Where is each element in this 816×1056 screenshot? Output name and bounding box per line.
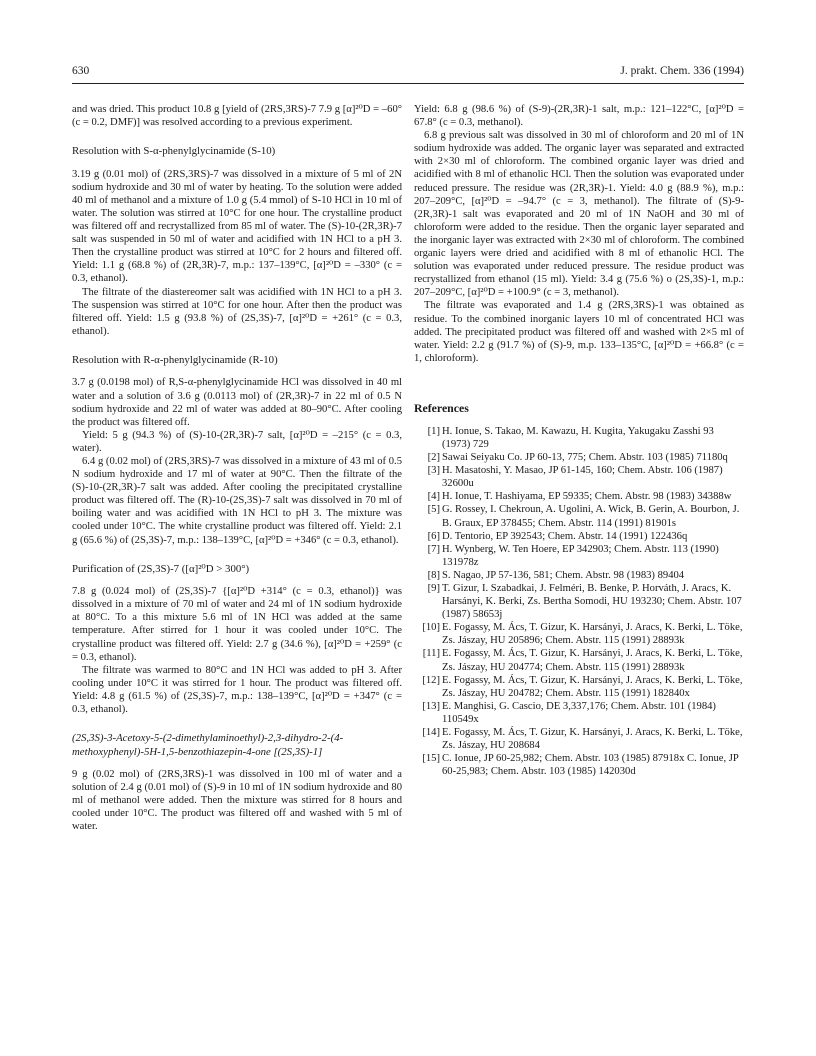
paragraph: The filtrate was warmed to 80°C and 1N HCl was added to pH 3. After cooling under 10°C it was stirred for 1 hour. The product was filtered off. Yield: 4.8 g (61.5 %) of (2S,3S)-7, m.p.: 138–139°C, [α]²⁰D = +347° (c = 0.3, ethanol). — [72, 664, 402, 715]
reference-item — [414, 700, 744, 726]
page-number: 630 — [72, 65, 90, 77]
paragraph: 3.7 g (0.0198 mol) of R,S-α-phenylglycinamide HCl was dissolved in 40 ml water and a solution of 3.6 g (0.0113 mol) of (2R,3R)-7 in 22 ml of 0.5 N sodium hydroxide and 22 ml of water was added at 80–90°C. After cooling the product was filtered off. — [72, 377, 402, 428]
reference-number: [3] — [427, 465, 440, 477]
reference-text: T. Gizur, I. Szabadkai, J. Felméri, B. Benke, P. Horváth, J. Aracs, K. Harsányi, K. Berki, Zs. Bertha Somodi, HU 193230; Chem. Abstr. 107 (1987) 58653j — [442, 583, 742, 621]
reference-text: E. Fogassy, M. Ács, T. Gizur, K. Harsányi, J. Aracs, K. Berki, L. Töke, Zs. Jászay, HU 204782; Chem. Abstr. 115 (1991) 182840x — [442, 674, 743, 699]
reference-text: E. Fogassy, M. Ács, T. Gizur, K. Harsányi, J. Aracs, K. Berki, L. Töke, Zs. Jászay, HU 204774; Chem. Abstr. 115 (1991) 28893k — [442, 648, 743, 673]
reference-text: E. Manghisi, G. Cascio, DE 3,337,176; Chem. Abstr. 101 (1984) 110549x — [442, 700, 716, 725]
reference-number: [8] — [427, 569, 440, 581]
reference-item — [414, 752, 744, 778]
reference-item — [414, 425, 744, 451]
paragraph: 7.8 g (0.024 mol) of (2S,3S)-7 {[α]²⁰D +314° (c = 0.3, ethanol)} was dissolved in a mixture of 70 ml of water and 24 ml of 1N sodium hydroxide at 80°C. To a this mixture 5.6 ml of 1N HCl was added at the same temperature. After stirred for 1 hour it was cooled under 10°C. The crystalline product was filtered off. Yield: 2.7 g (34.6 %), [α]²⁰D = +259° (c = 0.3, ethanol). — [72, 586, 402, 663]
paragraph: Yield: 6.8 g (98.6 %) of (S-9)-(2R,3R)-1 salt, m.p.: 121–122°C, [α]²⁰D = 67.8° (c = 0.3, methanol). — [414, 104, 744, 129]
reference-text: Sawai Seiyaku Co. JP 60-13, 775; Chem. Abstr. 103 (1985) 71180q — [442, 452, 728, 464]
reference-item — [414, 503, 744, 529]
reference-item — [414, 451, 744, 464]
section-heading: Purification of (2S,3S)-7 ([α]²⁰D > 300°) — [72, 562, 250, 575]
paragraph: The filtrate of the diastereomer salt was acidified with 1N HCl to a pH 3. The suspension was stirred at 10°C for one hour. After then the product was filtered off. Yield: 1.5 g (93.8 %) of (2S,3S)-7, [α]²⁰D = +261° (c = 0.3, ethanol). — [72, 286, 402, 337]
section-heading: Resolution with R-α-phenylglycinamide (R-10) — [72, 353, 278, 366]
reference-item — [414, 582, 744, 621]
reference-item — [414, 543, 744, 569]
reference-number: [1] — [427, 425, 440, 437]
paragraph: 6.8 g previous salt was dissolved in 30 ml of chloroform and 20 ml of 1N sodium hydroxide was added. The organic layer was separated and extracted with 2×30 ml of chloroform. The combined organic layer was dried and acidified with 8 ml of ethanolic HCl. Then the solution was evaporated under reduced pressure. The residue was (2R,3R)-1. Yield: 4.0 g (88.9 %), m.p.: 207–209°C, [α]²⁰D = –94.7° (c = 3, methanol). The filtrate of (S)-9-(2R,3R)-1 salt was evaporated and 20 ml of 1N NaOH and 30 ml of chloroform were added to the residue. Then the organic layer separated and the inorganic layer was extracted with 2×30 ml of chloroform. The combined organic layers were dried and acidified with 8 ml of ethanolic HCl. The solution was evaporated under reduced pressure. The residue product was recrystallized from ethanol (15 ml). Yield: 3.4 g (75.6 %) o (2S,3S)-1, m.p.: 207–209°C, [α]²⁰D = +100.9° (c = 3, methanol). — [414, 130, 744, 299]
reference-item — [414, 621, 744, 647]
reference-number: [6] — [427, 530, 440, 542]
reference-item — [414, 530, 744, 543]
reference-item — [414, 464, 744, 490]
reference-number: [12] — [422, 674, 440, 686]
journal-citation: J. prakt. Chem. 336 (1994) — [620, 65, 744, 77]
reference-item — [414, 569, 744, 582]
reference-number: [4] — [427, 491, 440, 503]
paragraph: 3.19 g (0.01 mol) of (2RS,3RS)-7 was dissolved in a mixture of 5 ml of 2N sodium hydroxide and 30 ml of water by heating. To the solution were added 40 ml of methanol and a mixture of 1.0 g (5.4 mmol) of S-10 HCl in 10 ml of water. The solution was stirred at 10°C for one hour. The crystalline product was filtered off and recrystallized from 85 ml of water. The (S)-10-(2R,3R)-7 salt was suspended in 50 ml of water and acidified with 1N HCl to a pH 3. Then the crystalline product was stirred at 10°C for 2 hours and filtered off. Yield: 1.1 g (68.8 %) of (2R,3R)-7, m.p.: 137–139°C, [α]²⁰D = –330° (c = 0.3, ethanol). — [72, 168, 402, 285]
paragraph: 9 g (0.02 mol) of (2RS,3RS)-1 was dissolved in 100 ml of water and a solution of 2.4 g (0.01 mol) of (S)-9 in 10 ml of 1N sodium hydroxide and 80 ml of methanol were added. Then the mixture was stirred for 8 hours and cooled under 10°C. The product was filtered off and washed with 5 ml of water. — [72, 769, 402, 833]
reference-item — [414, 674, 744, 700]
section-heading: Resolution with S-α-phenylglycinamide (S-10) — [72, 145, 276, 158]
reference-text: C. Ionue, JP 60-25,982; Chem. Abstr. 103 (1985) 87918x C. Ionue, JP 60-25,983; Chem. Abstr. 103 (1985) 142030d — [442, 753, 739, 778]
reference-item — [414, 726, 744, 752]
section-heading: (2S,3S)-3-Acetoxy-5-(2-dimethylaminoethyl)-2,3-dihydro-2-(4-methoxyphenyl)-5H-1,5-benzothiazepin-4-one [(2S,3S)-1] — [72, 732, 344, 758]
reference-list — [414, 425, 744, 779]
reference-number: [9] — [427, 583, 440, 594]
reference-number: [14] — [422, 727, 440, 739]
reference-text: S. Nagao, JP 57-136, 581; Chem. Abstr. 98 (1983) 89404 — [442, 569, 685, 581]
reference-item — [414, 490, 744, 503]
reference-item — [414, 647, 744, 673]
reference-text: H. Ionue, T. Hashiyama, EP 59335; Chem. Abstr. 98 (1983) 34388w — [442, 491, 732, 503]
left-column — [72, 103, 402, 1003]
paragraph: 6.4 g (0.02 mol) of (2RS,3RS)-7 was dissolved in a mixture of 43 ml of 0.5 N sodium hydroxide and 17 ml of water at 90°C. Then the filtrate of the (S)-10-(2R,3R)-7 salt was added. After cooling the precipitated crystalline product was filtered off. The (R)-10-(2S,3S)-7 salt was dissolved in 70 ml of boiling water and was acidified with 1N HCl to pH 3. The mixture was cooled under 10°C. The white crystalline product was filtered off. Yield: 2.1 g (65.6 %) of (2S,3S)-7, m.p.: 138–139°C, [α]²⁰D = +346° (c = 0.3, ethanol). — [72, 455, 402, 546]
reference-number: [5] — [427, 504, 440, 516]
reference-number: [10] — [422, 622, 440, 634]
reference-number: [7] — [427, 543, 440, 555]
reference-number: [11] — [422, 648, 440, 660]
paragraph: Yield: 5 g (94.3 %) of (S)-10-(2R,3R)-7 salt, [α]²⁰D = –215° (c = 0.3, water). — [72, 429, 402, 454]
reference-text: D. Tentorio, EP 392543; Chem. Abstr. 14 (1991) 122436q — [442, 530, 688, 542]
references-heading: References — [414, 400, 469, 415]
right-column — [414, 103, 744, 1003]
reference-number: [13] — [422, 700, 440, 712]
reference-text: H. Masatoshi, Y. Masao, JP 61-145, 160; Chem. Abstr. 106 (1987) 32600u — [442, 465, 723, 490]
reference-number: [15] — [422, 753, 440, 765]
reference-text: H. Ionue, S. Takao, M. Kawazu, H. Kugita, Yakugaku Zasshi 93 (1973) 729 — [442, 425, 714, 450]
reference-text: H. Wynberg, W. Ten Hoere, EP 342903; Chem. Abstr. 113 (1990) 131978z — [442, 543, 719, 568]
paragraph: and was dried. This product 10.8 g [yield of (2RS,3RS)-7 7.9 g [α]²⁰D = –60° (c = 0.2, DMF)] was resolved according to a previous experiment. — [72, 104, 402, 129]
paragraph: The filtrate was evaporated and 1.4 g (2RS,3RS)-1 was obtained as residue. To the combined inorganic layers 10 ml of concentrated HCl was added. The precipitated product was filtered off and washed with 2×5 ml of water. Yield: 2.2 g (91.7 %) of (S)-9, m.p. 133–135°C, [α]²⁰D = +66.8° (c = 1, chloroform). — [414, 300, 744, 364]
reference-text: E. Fogassy, M. Ács, T. Gizur, K. Harsányi, J. Aracs, K. Berki, L. Töke, Zs. Jászay, HU 205896; Chem. Abstr. 115 (1991) 28893k — [442, 622, 743, 647]
reference-text: G. Rossey, I. Chekroun, A. Ugolini, A. Wick, B. Gerin, A. Bourbon, J. B. Graux, EP 378455; Chem. Abstr. 114 (1991) 81901s — [442, 504, 740, 529]
reference-text: E. Fogassy, M. Ács, T. Gizur, K. Harsányi, J. Aracs, K. Berki, L. Töke, Zs. Jászay, HU 208684 — [442, 727, 743, 752]
reference-number: [2] — [427, 452, 440, 464]
header-rule — [72, 83, 744, 84]
page-header — [72, 64, 744, 78]
